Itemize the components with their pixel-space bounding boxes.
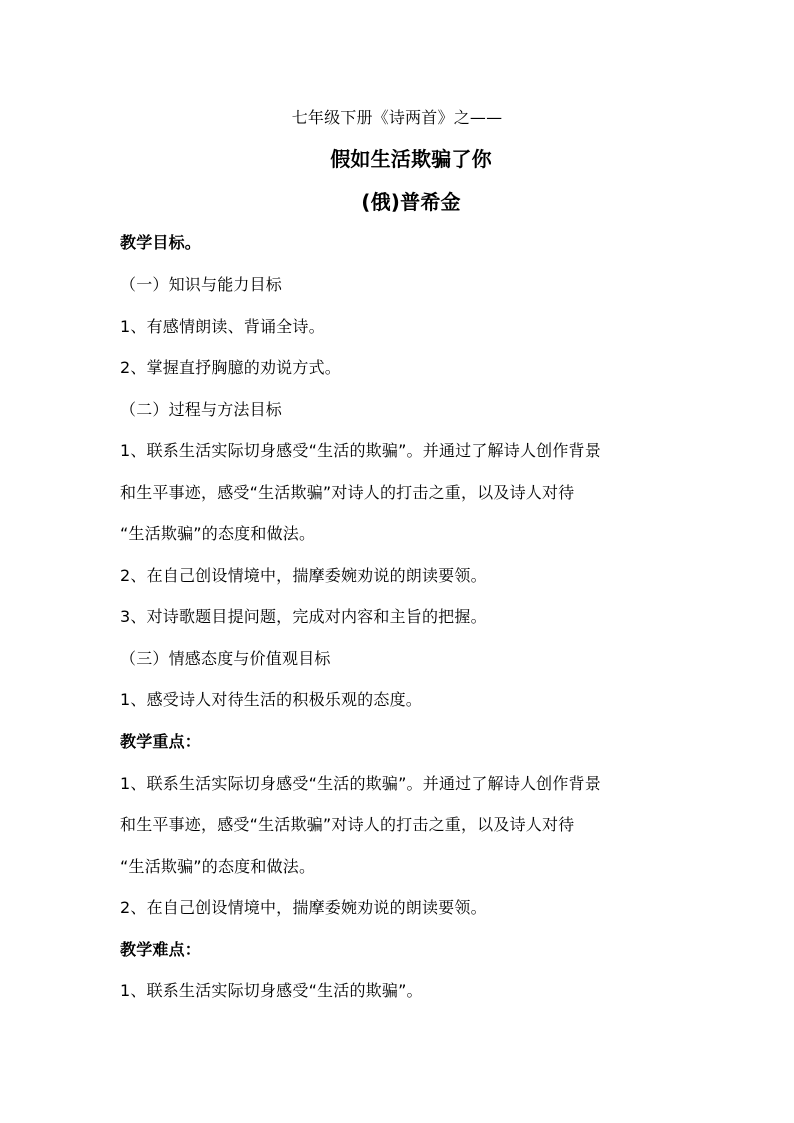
objective-1-item: 1、有感情朗读、背诵全诗。 (120, 317, 325, 336)
document-author: (俄)普希金 (361, 190, 461, 214)
objective-2-item: 2、在自己创设情境中，揣摩委婉劝说的朗读要领。 (120, 566, 487, 585)
objective-1-item: 2、掌握直抒胸臆的劝说方式。 (120, 358, 341, 377)
document-title: 假如生活欺骗了你 (330, 147, 492, 171)
objective-1-heading: （一）知识与能力目标 (120, 275, 283, 294)
key-point-item: “生活欺骗”的态度和做法。 (120, 857, 316, 876)
document-subtitle: 七年级下册《诗两首》之—— (291, 108, 503, 127)
section-heading-objectives: 教学目标。 (120, 233, 202, 252)
objective-2-item: 1、联系生活实际切身感受“生活的欺骗”。并通过了解诗人创作背景 (120, 441, 601, 460)
key-point-item: 和生平事迹，感受“生活欺骗”对诗人的打击之重，以及诗人对待 (120, 815, 575, 834)
section-heading-difficulties: 教学难点： (120, 940, 202, 959)
difficulty-item: 1、联系生活实际切身感受“生活的欺骗”。 (120, 981, 423, 1000)
objective-2-item: 和生平事迹，感受“生活欺骗”对诗人的打击之重，以及诗人对待 (120, 483, 575, 502)
key-point-item: 2、在自己创设情境中，揣摩委婉劝说的朗读要领。 (120, 898, 487, 917)
objective-3-item: 1、感受诗人对待生活的积极乐观的态度。 (120, 690, 422, 709)
objective-2-heading: （二）过程与方法目标 (120, 400, 283, 419)
objective-2-item: “生活欺骗”的态度和做法。 (120, 524, 316, 543)
objective-2-item: 3、对诗歌题目提问题，完成对内容和主旨的把握。 (120, 607, 487, 626)
key-point-item: 1、联系生活实际切身感受“生活的欺骗”。并通过了解诗人创作背景 (120, 774, 601, 793)
section-heading-key-points: 教学重点： (120, 732, 202, 751)
objective-3-heading: （三）情感态度与价值观目标 (120, 649, 331, 668)
